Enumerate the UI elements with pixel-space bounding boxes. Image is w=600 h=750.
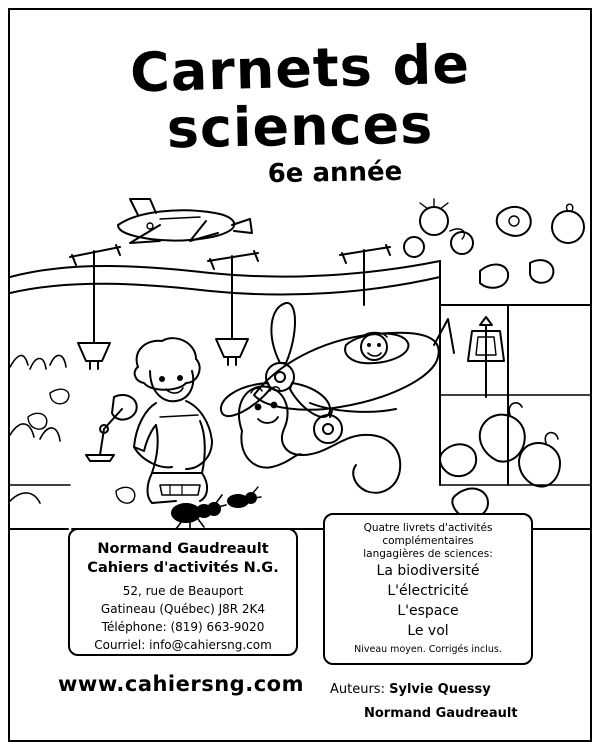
contact-box [68,528,298,656]
publisher-phone: Téléphone: (819) 663-9020 [101,620,265,634]
publisher-email: Courriel: info@cahiersng.com [94,638,272,652]
publisher-address: 52, rue de Beauport [122,584,244,598]
booklets-intro-line2: complémentaires [382,535,474,547]
website-url[interactable]: www.cahiersng.com [58,672,304,696]
title-block [0,32,600,190]
cover-illustration [10,185,590,530]
wall-structure [440,261,590,485]
author-name-2: Normand Gaudreault [364,706,518,721]
lantern-icon [468,317,504,397]
booklet-item-electricite: L'électricité [387,583,469,599]
publisher-name: Normand Gaudreault [97,541,269,557]
author-name-1: Sylvie Quessy [389,682,491,697]
hanging-lamps [78,325,248,369]
page-title-line1: Carnets de [129,32,471,105]
booklet-item-biodiversite: La biodiversité [376,563,480,579]
publisher-city: Gatineau (Québec) J8R 2K4 [100,602,266,616]
booklets-intro-line3: langagières de sciences: [363,548,493,560]
space-shuttle-icon [118,199,252,243]
vegetables-bottom-right [440,403,560,518]
airplane-with-pilot [221,303,454,443]
booklet-item-espace: L'espace [397,603,459,619]
authors-block [330,678,570,726]
ants [172,487,261,530]
page-title-line2: sciences [166,92,434,161]
garden-details [28,389,135,503]
ground-grass [10,355,590,529]
booklets-box [323,513,533,665]
power-lines [10,245,440,325]
plants-top-right [404,199,584,288]
booklet-item-vol: Le vol [407,623,449,639]
publisher-company: Cahiers d'activités N.G. [87,560,279,576]
desk-lamp-icon [86,395,137,461]
page-subtitle: 6e année [267,156,403,190]
booklets-intro-line1: Quatre livrets d'activités [363,522,493,534]
authors-label: Auteurs: [330,682,385,697]
authors-line-1 [330,678,570,702]
boy-character [134,338,212,503]
booklets-note: Niveau moyen. Corrigés inclus. [354,644,502,655]
